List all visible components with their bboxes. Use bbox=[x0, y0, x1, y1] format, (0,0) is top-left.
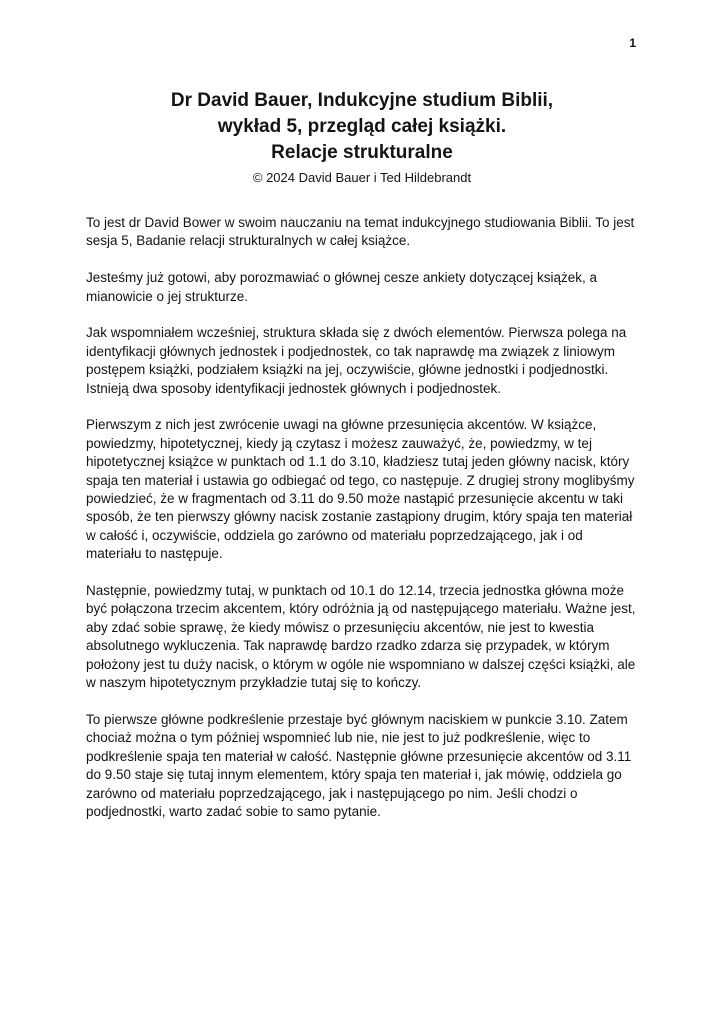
document-body bbox=[86, 214, 638, 821]
paragraph-2: Jesteśmy już gotowi, aby porozmawiać o głównej cesze ankiety dotyczącej książek, a mianowicie o jej strukturze. bbox=[86, 270, 597, 304]
copyright-line: © 2024 David Bauer i Ted Hildebrandt bbox=[252, 170, 472, 185]
paragraph-6: To pierwsze główne podkreślenie przestaje być głównym naciskiem w punkcie 3.10. Zatem chociaż można o tym później wspomnieć lub nie, nie jest to już podkreślenie, więc to podkreślenie spaja ten materiał w całość. Następnie główne przesunięcie akcentów od 3.11 do 9.50 staje się tutaj innym elementem, który spaja ten materiał i, jak mówię, oddziela go zarówno od materiału poprzedzającego, jak i następującego po nim. Jeśli chodzi o podjednostki, warto zadać sobie to samo pytanie. bbox=[86, 711, 632, 819]
paragraph-3: Jak wspomniałem wcześniej, struktura składa się z dwóch elementów. Pierwsza polega na identyfikacji głównych jednostek i podjednostek, co tak naprawdę ma związek z liniowym postępem książki, podziałem książki na jej, oczywiście, główne jednostki i podjednostki. Istnieją dwa sposoby identyfikacji jednostek głównych i podjednostek. bbox=[86, 325, 627, 396]
paragraph-5: Następnie, powiedzmy tutaj, w punktach od 10.1 do 12.14, trzecia jednostka główna może być połączona trzecim akcentem, który odróżnia ją od następującego materiału. Ważne jest, aby zdać sobie sprawę, że kiedy mówisz o przesunięciu akcentów, nie jest to kwestia absolutnego wykluczenia. Tak naprawdę bardzo rzadko zdarza się przypadek, w którym położony jest tu duży nacisk, o którym w ogóle nie wspomniano w dalszej części książki, ale w naszym hipotetycznym przykładzie tutaj się to kończy. bbox=[86, 583, 636, 691]
title-line-2: wykład 5, przegląd całej książki. bbox=[217, 116, 507, 137]
paragraph-4: Pierwszym z nich jest zwrócenie uwagi na główne przesunięcia akcentów. W książce, powiedzmy, hipotetycznej, kiedy ją czytasz i możesz zauważyć, że, powiedzmy, w tej hipotetycznej książce w punktach od 1.1 do 3.10, kładziesz tutaj jeden główny nacisk, który spaja ten materiał i ustawia go odbiegać od tego, co następuje. Z drugiej strony moglibyśmy powiedzieć, że w fragmentach od 3.11 do 9.50 może nastąpić przesunięcie akcentu w taki sposób, że ten pierwszy główny nacisk zostanie zastąpiony drugim, który spaja ten materiał w całość i, oczywiście, oddziela go zarówno od materiału poprzedzającego, jak i od materiału to następuje. bbox=[86, 417, 635, 562]
title-line-1: Dr David Bauer, Indukcyjne studium Biblii, bbox=[170, 90, 554, 111]
title-line-3: Relacje strukturalne bbox=[271, 142, 453, 163]
page-number: 1 bbox=[629, 36, 636, 50]
paragraph-1: To jest dr David Bower w swoim nauczaniu na temat indukcyjnego studiowania Biblii. To jest sesja 5, Badanie relacji strukturalnych w całej książce. bbox=[86, 215, 635, 249]
document-title bbox=[86, 88, 638, 166]
